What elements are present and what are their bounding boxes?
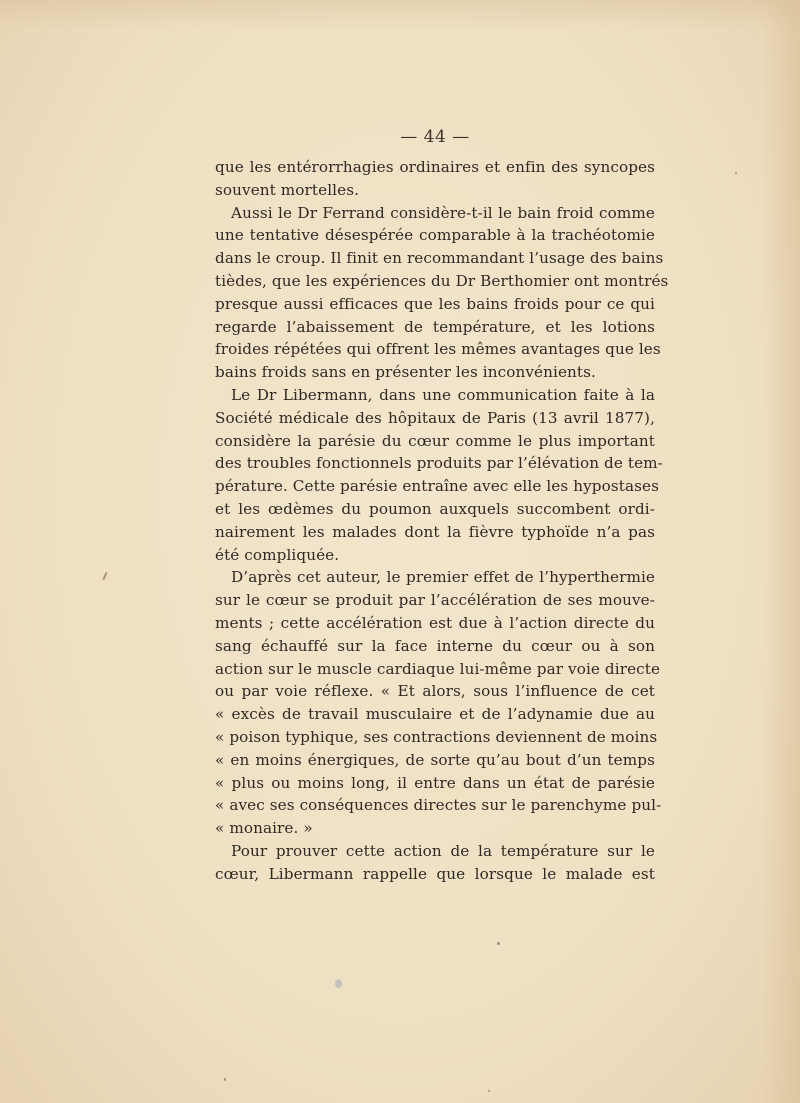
text-line: Pour prouver cette action de la température sur le — [231, 841, 655, 860]
page-top-shading — [0, 0, 800, 30]
text-line: sur le cœur se produit par l’accélération de ses mouve- — [215, 591, 655, 610]
text-line: pérature. Cette parésie entraîne avec elle les hypostases — [215, 477, 659, 496]
text-line: regarde l’abaissement de température, et les lotions — [215, 317, 655, 336]
text-line: Aussi le Dr Ferrand considère-t-il le bain froid comme — [231, 203, 655, 222]
text-line: cœur, Libermann rappelle que lorsque le malade est — [215, 864, 655, 883]
paper-speck — [735, 172, 737, 174]
text-line: une tentative désespérée comparable à la trachéotomie — [215, 226, 655, 245]
text-line: nairement les malades dont la fièvre typhoïde n’a pas — [215, 522, 655, 541]
text-line: été compliquée. — [215, 545, 340, 564]
text-line: ou par voie réflexe. « Et alors, sous l’influence de cet — [215, 682, 655, 701]
text-line: considère la parésie du cœur comme le plus important — [215, 431, 655, 450]
text-line: « en moins énergiques, de sorte qu’au bout d’un temps — [215, 750, 655, 769]
paper-speck — [488, 1090, 490, 1092]
text-line: et les œdèmes du poumon auxquels succombent ordi- — [215, 499, 655, 518]
text-line: « poison typhique, ses contractions deviennent de moins — [215, 727, 658, 746]
text-line: Le Dr Libermann, dans une communication faite à la — [231, 385, 655, 404]
paper-speck — [224, 1078, 226, 1081]
text-line: « avec ses conséquences directes sur le parenchyme pul- — [215, 796, 662, 815]
page-number: — 44 — — [400, 127, 470, 147]
text-line: Société médicale des hôpitaux de Paris (13 avril 1877), — [215, 408, 655, 427]
text-line: tièdes, que les expériences du Dr Berthomier ont montrés — [215, 271, 669, 290]
text-line: action sur le muscle cardiaque lui-même par voie directe — [215, 659, 661, 678]
ink-mark — [102, 572, 107, 580]
text-line: « excès de travail musculaire et de l’adynamie due au — [215, 705, 655, 724]
paper-stain — [335, 979, 342, 988]
body-text — [215, 156, 669, 886]
page-right-shading — [762, 0, 800, 1103]
text-line: que les entérorrhagies ordinaires et enfin des syncopes — [215, 158, 655, 176]
text-line: bains froids sans en présenter les inconvénients. — [215, 363, 596, 382]
text-line: « monaire. » — [215, 819, 313, 838]
text-line: froides répétées qui offrent les mêmes avantages que les — [215, 340, 661, 359]
text-line: presque aussi efficaces que les bains froids pour ce qui — [215, 294, 655, 313]
text-line: ments ; cette accélération est due à l’action directe du — [215, 613, 655, 632]
text-line: des troubles fonctionnels produits par l’élévation de tem- — [215, 454, 663, 473]
text-line: souvent mortelles. — [215, 180, 360, 199]
text-line: « plus ou moins long, il entre dans un état de parésie — [215, 773, 655, 792]
paper-speck — [497, 942, 500, 945]
text-line: sang échauffé sur la face interne du cœur ou à son — [215, 636, 655, 655]
text-line: dans le croup. Il finit en recommandant l’usage des bains — [215, 249, 664, 268]
text-line: D’après cet auteur, le premier effet de l’hyperthermie — [231, 568, 655, 587]
